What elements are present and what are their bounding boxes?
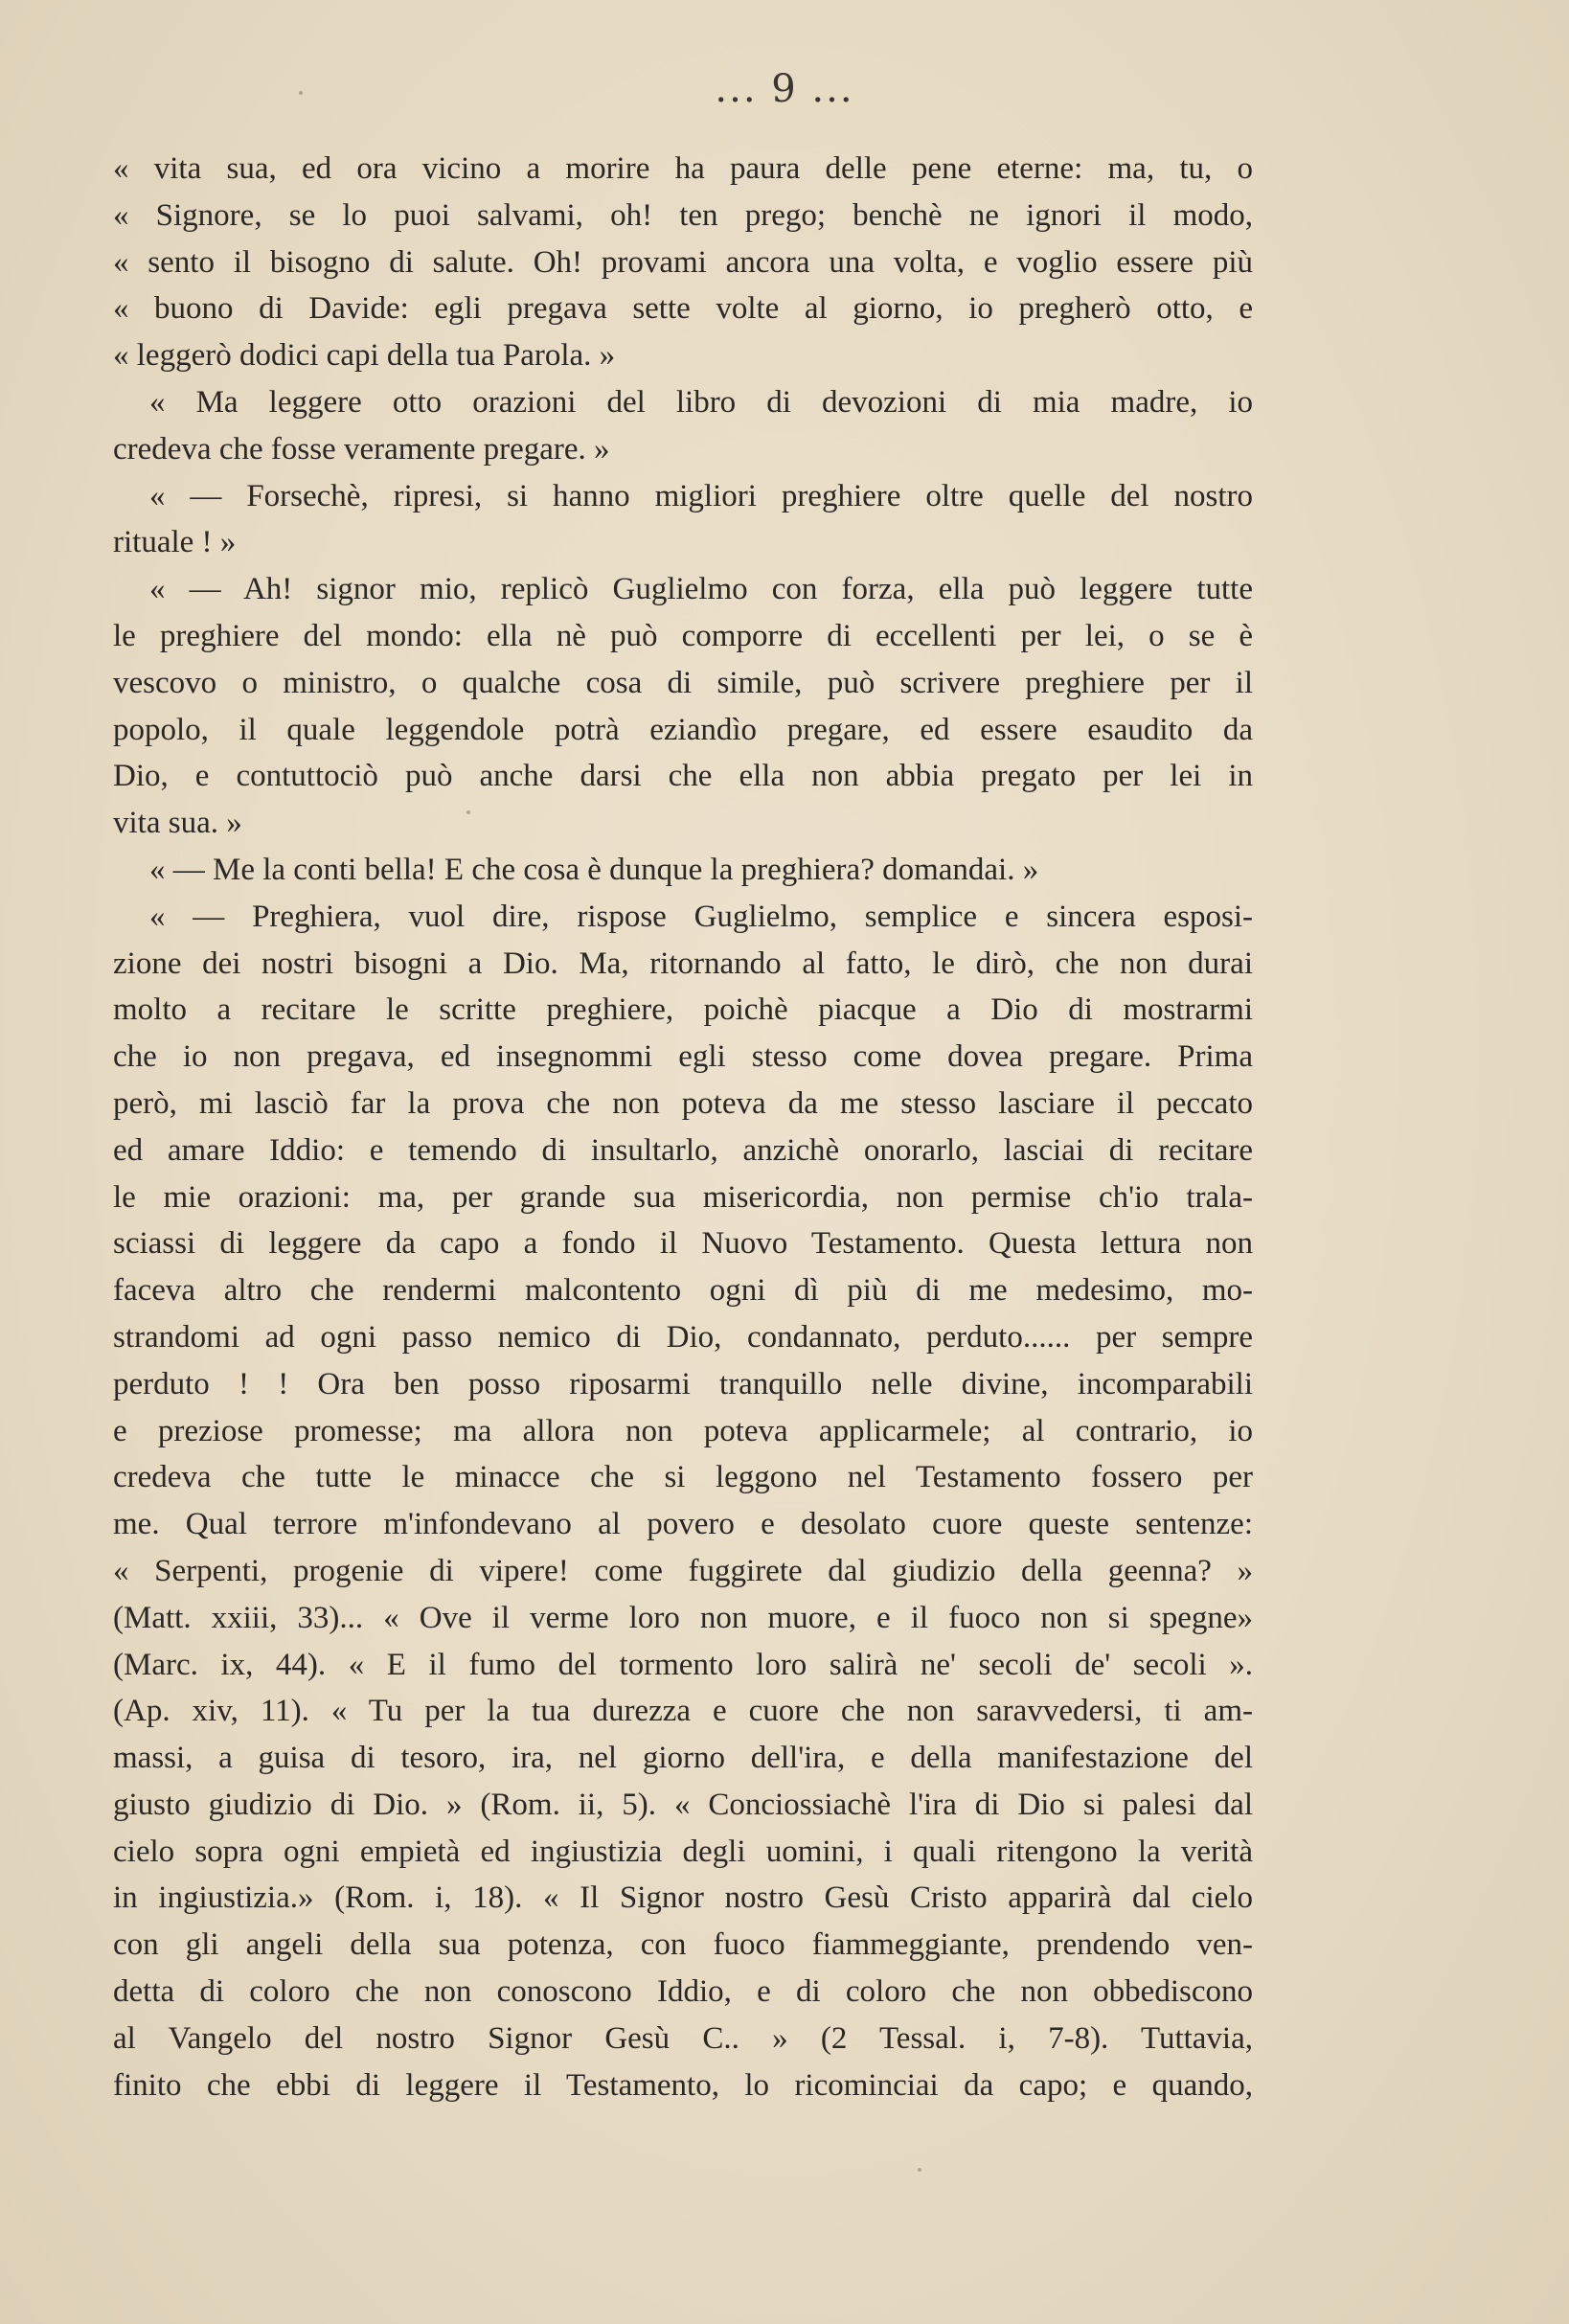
text-line: giusto giudizio di Dio. » (Rom. ii, 5). « Conciossiachè l'ira di Dio si palesi dal (113, 1787, 1253, 1822)
text-line: le preghiere del mondo: ella nè può comporre di eccellenti per lei, o se è (113, 618, 1253, 653)
text-line: (Matt. xxiii, 33)... « Ove il verme loro non muore, e il fuoco non si spegne» (113, 1600, 1253, 1635)
page-body-text (113, 146, 1253, 2108)
text-line: (Ap. xiv, 11). « Tu per la tua durezza e cuore che non saravvedersi, ti am- (113, 1694, 1253, 1729)
text-line: zione dei nostri bisogni a Dio. Ma, ritornando al fatto, le dirò, che non durai (113, 946, 1253, 981)
page-number: ... 9 ... (715, 67, 854, 111)
text-line: me. Qual terrore m'infondevano al povero e desolato cuore queste sentenze: (113, 1507, 1253, 1542)
text-line: Dio, e contuttociò può anche darsi che ella non abbia pregato per lei in (113, 759, 1253, 794)
text-line: le mie orazioni: ma, per grande sua misericordia, non permise ch'io trala- (113, 1179, 1253, 1215)
text-line: credeva che tutte le minacce che si leggono nel Testamento fossero per (113, 1460, 1253, 1495)
text-line: popolo, il quale leggendole potrà eziandìo pregare, ed essere esaudito da (113, 712, 1253, 747)
text-line: « — Me la conti bella! E che cosa è dunque la preghiera? domandai. » (149, 852, 1039, 887)
text-line: « Signore, se lo puoi salvami, oh! ten prego; benchè ne ignori il modo, (113, 197, 1253, 233)
print-speck (918, 2168, 921, 2172)
text-line: sciassi di leggere da capo a fondo il Nuovo Testamento. Questa lettura non (113, 1226, 1253, 1262)
text-line: « — Forsechè, ripresi, si hanno migliori preghiere oltre quelle del nostro (149, 478, 1253, 513)
text-line: finito che ebbi di leggere il Testamento, lo ricominciai da capo; e quando, (113, 2067, 1253, 2103)
text-line: con gli angeli della sua potenza, con fuoco fiammeggiante, prendendo ven- (113, 1927, 1253, 1963)
text-line: però, mi lasciò far la prova che non poteva da me stesso lasciare il peccato (113, 1085, 1253, 1121)
text-line: « Ma leggere otto orazioni del libro di devozioni di mia madre, io (149, 384, 1253, 420)
text-line: strandomi ad ogni passo nemico di Dio, condannato, perduto...... per sempre (113, 1319, 1253, 1355)
text-line: « — Preghiera, vuol dire, rispose Guglielmo, semplice e sincera esposi- (149, 899, 1253, 934)
text-line: « vita sua, ed ora vicino a morire ha paura delle pene eterne: ma, tu, o (113, 151, 1253, 186)
text-line: (Marc. ix, 44). « E il fumo del tormento loro salirà ne' secoli de' secoli ». (113, 1647, 1253, 1682)
text-line: faceva altro che rendermi malcontento ogni dì più di me medesimo, mo- (113, 1273, 1253, 1309)
text-line: credeva che fosse veramente pregare. » (113, 431, 610, 467)
text-line: « leggerò dodici capi della tua Parola. » (113, 338, 616, 374)
text-line: rituale ! » (113, 525, 237, 560)
text-line: ed amare Iddio: e temendo di insultarlo, anzichè onorarlo, lasciai di recitare (113, 1132, 1253, 1168)
text-line: massi, a guisa di tesoro, ira, nel giorno dell'ira, e della manifestazione del (113, 1741, 1253, 1776)
text-line: cielo sopra ogni empietà ed ingiustizia degli uomini, i quali ritengono la verità (113, 1834, 1253, 1869)
text-line: in ingiustizia.» (Rom. i, 18). « Il Signor nostro Gesù Cristo apparirà dal cielo (113, 1880, 1253, 1916)
text-line: « Serpenti, progenie di vipere! come fuggirete dal giudizio della geenna? » (113, 1553, 1253, 1588)
text-line: vita sua. » (113, 806, 242, 841)
text-line: detta di coloro che non conoscono Iddio, e di coloro che non obbediscono (113, 1974, 1253, 2010)
print-speck (466, 810, 470, 814)
text-line: e preziose promesse; ma allora non poteva applicarmele; al contrario, io (113, 1413, 1253, 1448)
print-speck (299, 91, 303, 95)
text-line: al Vangelo del nostro Signor Gesù C.. » (2 Tessal. i, 7-8). Tuttavia, (113, 2020, 1253, 2056)
text-line: « — Ah! signor mio, replicò Guglielmo con forza, ella può leggere tutte (149, 572, 1253, 607)
text-line: « buono di Davide: egli pregava sette volte al giorno, io pregherò otto, e (113, 291, 1253, 327)
text-line: perduto ! ! Ora ben posso riposarmi tranquillo nelle divine, incomparabili (113, 1366, 1253, 1401)
text-line: che io non pregava, ed insegnommi egli stesso come dovea pregare. Prima (113, 1039, 1253, 1075)
text-line: molto a recitare le scritte preghiere, poichè piacque a Dio di mostrarmi (113, 992, 1253, 1028)
text-line: vescovo o ministro, o qualche cosa di simile, può scrivere preghiere per il (113, 665, 1253, 700)
text-line: « sento il bisogno di salute. Oh! provami ancora una volta, e voglio essere più (113, 244, 1253, 280)
